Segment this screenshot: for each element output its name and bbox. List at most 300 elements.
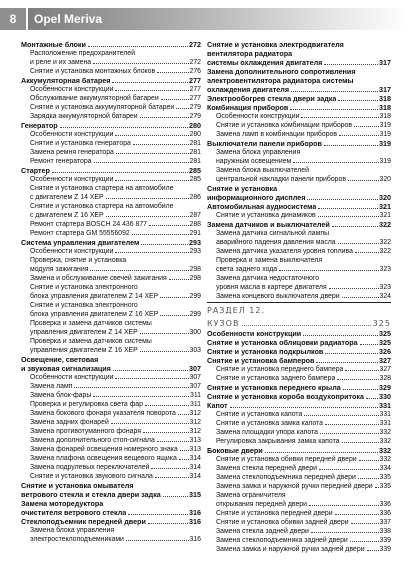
- dot-leader: [366, 398, 378, 399]
- toc-entry: [207, 410, 391, 419]
- toc-entry-title: Снятие и установка передней двери: [216, 510, 333, 517]
- toc-entry-title: открывания передней двери: [216, 501, 307, 508]
- toc-page-number: 291: [189, 230, 201, 237]
- toc-page-number: 318: [379, 113, 391, 120]
- dot-leader: [337, 379, 378, 380]
- toc-page-number: 325: [379, 329, 391, 338]
- toc-entry-title: Замена ламп: [30, 383, 73, 390]
- toc-page-number: 316: [189, 517, 201, 526]
- toc-entry-title: Снятие и установка замка капота: [216, 420, 323, 427]
- toc-page-number: 281: [189, 149, 201, 156]
- dot-leader: [115, 135, 188, 136]
- dot-leader: [116, 153, 189, 154]
- toc-page-number: 313: [189, 437, 201, 444]
- toc-entry-title: Особенности конструкции: [207, 329, 302, 338]
- dot-leader: [338, 100, 378, 101]
- toc-page-number: 285: [189, 166, 201, 175]
- dot-leader: [141, 244, 188, 245]
- toc-page-number: 299: [189, 311, 201, 318]
- toc-page-number: 277: [189, 86, 201, 93]
- dot-leader: [133, 144, 189, 145]
- toc-entry-title: Замена подрулевых переключателей: [30, 464, 150, 471]
- toc-entry: [207, 211, 391, 220]
- toc-entry-title: Снятие и установка динамиков: [216, 212, 316, 219]
- toc-page-number: 298: [189, 275, 201, 282]
- toc-entry-title: Комбинация приборов: [207, 103, 289, 112]
- dot-leader: [128, 514, 188, 515]
- toc-entry: [207, 464, 391, 473]
- toc-entry-title: Снятие и установка облицовки радиатора: [207, 338, 358, 347]
- toc-page-number: 332: [379, 438, 391, 445]
- toc-entry: [207, 536, 391, 545]
- toc-entry: [207, 500, 391, 509]
- toc-heading: [21, 76, 201, 85]
- toc-entry: [207, 509, 391, 518]
- toc-entry: [207, 419, 391, 428]
- toc-entry-title: Замена дополнительного стоп-сигнала: [30, 437, 155, 444]
- toc-entry-title: Зарядка аккумуляторной батареи: [30, 113, 138, 120]
- section-title: [207, 318, 391, 329]
- toc-heading-line: Замена дополнительного сопротивления: [207, 67, 356, 76]
- toc-heading: [207, 58, 391, 67]
- toc-entry: [21, 418, 201, 427]
- toc-page-number: 281: [189, 158, 201, 165]
- section-title-text: КУЗОВ: [207, 319, 240, 328]
- toc-entry-line: Замена датчика сигнальной лампы: [216, 230, 330, 237]
- toc-heading-line: Снятие и установка: [207, 184, 278, 193]
- toc-entry-title: блока управления двигателем Z 16 XEP: [30, 311, 159, 318]
- dot-leader: [358, 478, 379, 479]
- toc-entry: [21, 427, 201, 436]
- toc-page-number: 331: [379, 401, 391, 410]
- dot-leader: [157, 72, 188, 73]
- toc-heading: [207, 383, 391, 392]
- toc-entry-line: Замена датчика недостаточного: [216, 275, 320, 282]
- toc-entry: [21, 58, 201, 67]
- dot-leader: [354, 126, 378, 127]
- dot-leader: [149, 225, 188, 226]
- dot-leader: [106, 216, 189, 217]
- toc-page-number: 312: [189, 419, 201, 426]
- dot-leader: [126, 540, 189, 541]
- toc-page-number: 313: [189, 446, 201, 453]
- dot-leader: [360, 344, 378, 345]
- toc-entry: [207, 292, 391, 301]
- toc-entry: [21, 175, 201, 184]
- toc-entry-title: Замена стекла передней двери: [216, 465, 317, 472]
- toc-entry: [21, 85, 201, 94]
- toc-page-number: 320: [379, 176, 391, 183]
- toc-page-number: 332: [379, 429, 391, 436]
- dot-leader: [345, 370, 378, 371]
- toc-page-number: 337: [379, 519, 391, 526]
- dot-leader: [355, 252, 379, 253]
- toc-entry-line: Снятие и установка электронного: [30, 302, 138, 309]
- toc-entry-title: Стеклоподъемник передней двери: [21, 517, 146, 526]
- dot-leader: [176, 108, 188, 109]
- toc-page-number: 307: [189, 374, 201, 381]
- dot-leader: [90, 270, 188, 271]
- toc-heading-line: электровентилятора радиатора системы: [207, 76, 354, 85]
- toc-entry: [21, 220, 201, 229]
- dot-leader: [140, 351, 189, 352]
- toc-entry-title: Стартер: [21, 166, 50, 175]
- toc-page-number: 322: [379, 220, 391, 229]
- toc-page-number: 277: [189, 95, 201, 102]
- toc-page-number: 332: [379, 446, 391, 455]
- toc-heading: [207, 202, 391, 211]
- toc-entry: [21, 148, 201, 157]
- toc-entry: [207, 473, 391, 482]
- toc-entry-title: Снятие и установка подкрылков: [207, 347, 324, 356]
- toc-page-number: 299: [189, 293, 201, 300]
- toc-entry: [21, 193, 201, 202]
- toc-entry-title: Замена ремня генератора: [30, 149, 114, 156]
- toc-page-number: 285: [189, 176, 201, 183]
- section-divider: [207, 302, 391, 303]
- dot-leader: [303, 335, 378, 336]
- dot-leader: [348, 180, 379, 181]
- toc-entry-title: Снятие и установка монтажных блоков: [30, 68, 156, 75]
- toc-entry-title: Замена бокового фонаря указателя поворота: [30, 410, 176, 417]
- toc-heading: [207, 103, 391, 112]
- toc-entry-title: Снятие и установка короба воздухопритока: [207, 392, 364, 401]
- toc-entry-title: и реле и их замена: [30, 59, 92, 66]
- toc-entry-title: Замена ламп в комбинации приборов: [216, 131, 338, 138]
- toc-entry-title: уровня масла в картере двигателя: [216, 284, 327, 291]
- toc-entry-title: Снятие и установка обивки передней двери: [216, 456, 357, 463]
- toc-entry: [21, 373, 201, 382]
- dot-leader: [132, 234, 189, 235]
- dot-leader: [157, 441, 189, 442]
- dot-leader: [179, 459, 189, 460]
- dot-leader: [151, 468, 188, 469]
- toc-page-number: 336: [379, 510, 391, 517]
- dot-leader: [318, 208, 378, 209]
- toc-entry-title: Снятие и установка заднего бампера: [216, 375, 336, 382]
- toc-entry-title: Аккумуляторная батарея: [21, 76, 111, 85]
- toc-heading: [207, 401, 391, 410]
- toc-entry-title: управления двигателем Z 16 XEP: [30, 347, 138, 354]
- dot-leader: [316, 362, 378, 363]
- toc-heading: [207, 94, 391, 103]
- page-number: 8: [0, 8, 26, 30]
- toc-page-number: 272: [189, 40, 201, 49]
- toc-entry-title: Замена стекла задней двери: [216, 528, 309, 535]
- toc-entry-title: Замена замка и наружной ручки задней двери: [216, 546, 365, 553]
- toc-entry-title: Снятие и установка генератора: [30, 140, 131, 147]
- toc-entry: [207, 157, 391, 166]
- dot-leader: [155, 477, 189, 478]
- toc-page-number: 332: [379, 456, 391, 463]
- toc-entry: [21, 472, 201, 481]
- toc-entry-title: Ремонт стартера BOSCH 24 436 877: [30, 221, 148, 228]
- toc-page-number: 287: [189, 212, 201, 219]
- toc-entry-title: Монтажные блоки: [21, 40, 86, 49]
- toc-heading: [207, 139, 391, 148]
- toc-entry: [207, 238, 391, 247]
- toc-entry-title: Особенности конструкции: [30, 131, 114, 138]
- toc-entry-title: Замена задних фонарей: [30, 419, 109, 426]
- toc-heading: [21, 166, 201, 175]
- toc-entry: [207, 374, 391, 383]
- toc-heading-line: Снятие и установка омывателя: [21, 481, 134, 490]
- toc-page-number: 293: [189, 238, 201, 247]
- dot-leader: [143, 432, 189, 433]
- toc-entry-title: аварийного падения давления масла: [216, 239, 336, 246]
- toc-entry-title: Проверка и регулировка света фар: [30, 401, 143, 408]
- toc-entry-title: Система управления двигателем: [21, 238, 140, 247]
- toc-page-number: 277: [189, 76, 201, 85]
- toc-page-number: 322: [379, 239, 391, 246]
- dot-leader: [324, 145, 378, 146]
- toc-entry-title: с двигателем Z 16 XEP: [30, 212, 104, 219]
- toc-page-number: 339: [379, 546, 391, 553]
- dot-leader: [148, 523, 188, 524]
- dot-leader: [106, 198, 189, 199]
- toc-entry-title: Регулировка закрывания замка капота: [216, 438, 340, 445]
- toc-entry-line: Проверка, снятие и установка: [30, 257, 127, 264]
- dot-leader: [112, 82, 188, 83]
- toc-entry-title: Снятие и установка переднего крыла: [207, 383, 341, 392]
- dot-leader: [332, 226, 378, 227]
- toc-heading-line: Освещение, световая: [21, 355, 99, 364]
- toc-heading: [207, 85, 391, 94]
- toc-entry-title: Замена фонарей освещения номерного знака: [30, 446, 178, 453]
- dot-leader: [359, 460, 379, 461]
- toc-entry-title: Замена стеклоподъемника передней двери: [216, 474, 356, 481]
- toc-heading: [207, 356, 391, 365]
- toc-entry-title: Снятие и установка бамперов: [207, 356, 315, 365]
- dot-leader: [140, 117, 189, 118]
- toc-entry: [21, 400, 201, 409]
- toc-heading: [207, 446, 391, 455]
- toc-entry: [21, 211, 201, 220]
- dot-leader: [94, 162, 189, 163]
- toc-entry: [21, 391, 201, 400]
- dot-leader: [318, 216, 379, 217]
- toc-entry: [21, 328, 201, 337]
- toc-page-number: 293: [189, 248, 201, 255]
- toc-entry-title: Выключатели панели приборов: [207, 139, 322, 148]
- book-title-banner: Opel Meriva: [28, 8, 410, 30]
- toc-page-number: 303: [189, 347, 201, 354]
- toc-entry: [207, 112, 391, 121]
- toc-page-number: 320: [379, 193, 391, 202]
- toc-page-number: 307: [189, 364, 201, 373]
- toc-heading: [207, 347, 391, 356]
- toc-entry-title: охлаждения двигателя: [207, 85, 290, 94]
- toc-entry-title: Замена блок-фары: [30, 392, 92, 399]
- toc-entry-line: Проверка и замена выключателя: [216, 257, 323, 264]
- toc-page-number: 317: [379, 85, 391, 94]
- page-header: [0, 0, 410, 30]
- toc-entry: [21, 130, 201, 139]
- toc-entry: [207, 428, 391, 437]
- toc-page-number: 339: [379, 537, 391, 544]
- toc-entry: [207, 545, 391, 554]
- toc-heading-line: Замена моторедуктора: [21, 499, 104, 508]
- dot-leader: [279, 270, 378, 271]
- dot-leader: [291, 91, 378, 92]
- dot-leader: [163, 496, 188, 497]
- dot-leader: [88, 46, 188, 47]
- toc-page-number: 311: [190, 401, 201, 408]
- toc-entry-line: Замена блока выключателей: [216, 167, 309, 174]
- dot-leader: [160, 297, 188, 298]
- dot-leader: [325, 353, 378, 354]
- dot-leader: [311, 532, 379, 533]
- toc-entry-line: Снятие и установка стартера на автомобиле: [30, 203, 174, 210]
- toc-page-number: 286: [189, 194, 201, 201]
- toc-entry-title: информационного дисплея: [207, 193, 306, 202]
- toc-page-number: 330: [379, 392, 391, 401]
- dot-leader: [115, 90, 188, 91]
- toc-entry-title: с двигателем Z 14 XEP: [30, 194, 104, 201]
- toc-heading: [207, 338, 391, 347]
- toc-entry-title: Снятие и установка комбинации приборов: [216, 122, 353, 129]
- dot-leader: [265, 452, 378, 453]
- dot-leader: [304, 415, 378, 416]
- dot-leader: [342, 442, 379, 443]
- toc-entry-title: и звуковая сигнализация: [21, 364, 111, 373]
- toc-entry-line: Замена ограничителя: [216, 492, 286, 499]
- toc-entry-title: Капот: [207, 401, 228, 410]
- toc-entry-title: блока управления двигателем Z 14 XEP: [30, 293, 159, 300]
- toc-entry-line: Снятие и установка стартера на автомобиле: [30, 185, 174, 192]
- dot-leader: [74, 387, 188, 388]
- dot-leader: [242, 325, 370, 326]
- section-page-number: 325: [372, 319, 391, 328]
- toc-page-number: 321: [379, 212, 391, 219]
- toc-entry: [207, 365, 391, 374]
- toc-entry-title: Замена замка и наружной ручки передней двери: [216, 483, 373, 490]
- toc-entry-title: электростеклоподъемниками: [30, 536, 124, 543]
- dot-leader: [113, 370, 188, 371]
- toc-entry-title: Особенности конструкции: [30, 86, 114, 93]
- toc-column-right: [207, 40, 391, 554]
- toc-entry-title: Автомобильная аудиосистема: [207, 202, 317, 211]
- toc-entry-title: Замена плафона освещения вещевого ящика: [30, 455, 177, 462]
- dot-leader: [324, 64, 378, 65]
- toc-page-number: 319: [379, 158, 391, 165]
- toc-entry-title: Замена датчика указателя уровня топлива: [216, 248, 353, 255]
- dot-leader: [335, 514, 379, 515]
- toc-page-number: 338: [379, 528, 391, 535]
- toc-page-number: 323: [379, 284, 391, 291]
- toc-page-number: 300: [189, 329, 201, 336]
- toc-entry-line: Замена блока управления: [30, 527, 115, 534]
- toc-entry-title: света заднего хода: [216, 266, 278, 273]
- dot-leader: [329, 288, 379, 289]
- toc-entry-title: Замена и обслуживание свечей зажигания: [30, 275, 167, 282]
- dot-leader: [115, 252, 188, 253]
- toc-entry-line: Расположение предохранителей: [30, 50, 135, 57]
- dot-leader: [145, 405, 189, 406]
- toc-page-number: 281: [189, 140, 201, 147]
- toc-page-number: 314: [189, 464, 201, 471]
- toc-entry-title: Снятие и установка капота: [216, 411, 303, 418]
- toc-page-number: 327: [379, 366, 391, 373]
- toc-entry-title: Особенности конструкции: [30, 374, 114, 381]
- toc-heading-line: Снятие и установка электродвигателя: [207, 40, 344, 49]
- toc-heading: [207, 193, 391, 202]
- toc-entry-line: Проверка и замена датчиков системы: [30, 338, 152, 345]
- toc-page-number: 311: [190, 392, 201, 399]
- toc-entry-title: Замена противотуманного фонаря: [30, 428, 141, 435]
- toc-heading: [21, 508, 201, 517]
- toc-entry-title: Особенности конструкции: [30, 248, 114, 255]
- dot-leader: [160, 315, 188, 316]
- toc-entry: [207, 247, 391, 256]
- toc-entry-title: Снятие и установка звукового сигнала: [30, 473, 153, 480]
- dot-leader: [293, 162, 378, 163]
- toc-page-number: 328: [379, 375, 391, 382]
- toc-entry: [21, 382, 201, 391]
- toc-page-number: 325: [379, 338, 391, 347]
- toc-entry: [207, 527, 391, 536]
- toc-page-number: 335: [379, 483, 391, 490]
- toc-page-number: 314: [189, 473, 201, 480]
- toc-entry-line: Проверка и замена датчиков системы: [30, 320, 152, 327]
- dot-leader: [93, 396, 189, 397]
- toc-entry-title: Генератор: [21, 121, 58, 130]
- toc-page-number: 336: [379, 501, 391, 508]
- dot-leader: [343, 389, 378, 390]
- toc-page-number: 280: [189, 121, 201, 130]
- toc-entry-line: Замена блока управления: [216, 149, 301, 156]
- toc-entry: [21, 94, 201, 103]
- toc-entry-title: Особенности конструкции: [30, 176, 114, 183]
- toc-page-number: 315: [189, 490, 201, 499]
- toc-entry: [207, 437, 391, 446]
- dot-leader: [52, 172, 188, 173]
- toc-entry: [21, 247, 201, 256]
- toc-page-number: 276: [189, 68, 201, 75]
- dot-leader: [367, 550, 379, 551]
- toc-heading-line: вентилятора радиатора: [207, 49, 293, 58]
- toc-page-number: 331: [379, 420, 391, 427]
- toc-entry-title: Ремонт генератора: [30, 158, 92, 165]
- dot-leader: [290, 109, 378, 110]
- toc-entry: [21, 535, 201, 544]
- toc-entry-title: Снятие и установка обивки задней двери: [216, 519, 349, 526]
- toc-page-number: 316: [189, 536, 201, 543]
- toc-page-number: 314: [189, 455, 201, 462]
- toc-page-number: 329: [379, 383, 391, 392]
- toc-entry: [207, 130, 391, 139]
- toc-entry: [21, 157, 201, 166]
- toc-entry-title: Боковые двери: [207, 446, 263, 455]
- toc-entry-title: Обслуживание аккумуляторной батареи: [30, 95, 159, 102]
- toc-page-number: 298: [189, 266, 201, 273]
- toc-entry-title: системы охлаждения двигателя: [207, 58, 323, 67]
- toc-page-number: 331: [379, 411, 391, 418]
- dot-leader: [320, 433, 379, 434]
- toc-page-number: 327: [379, 356, 391, 365]
- toc-entry: [21, 112, 201, 121]
- toc-entry-title: наружным освещением: [216, 158, 292, 165]
- toc-entry-title: центральной накладки панели приборов: [216, 176, 346, 183]
- toc-entry: [21, 67, 201, 76]
- dot-leader: [140, 333, 189, 334]
- dot-leader: [93, 63, 188, 64]
- toc-page-number: 334: [379, 465, 391, 472]
- toc-page-number: 280: [189, 131, 201, 138]
- toc-page-number: 323: [379, 266, 391, 273]
- toc-entry-title: ветрового стекла и стекла двери задка: [21, 490, 161, 499]
- toc-entry: [21, 139, 201, 148]
